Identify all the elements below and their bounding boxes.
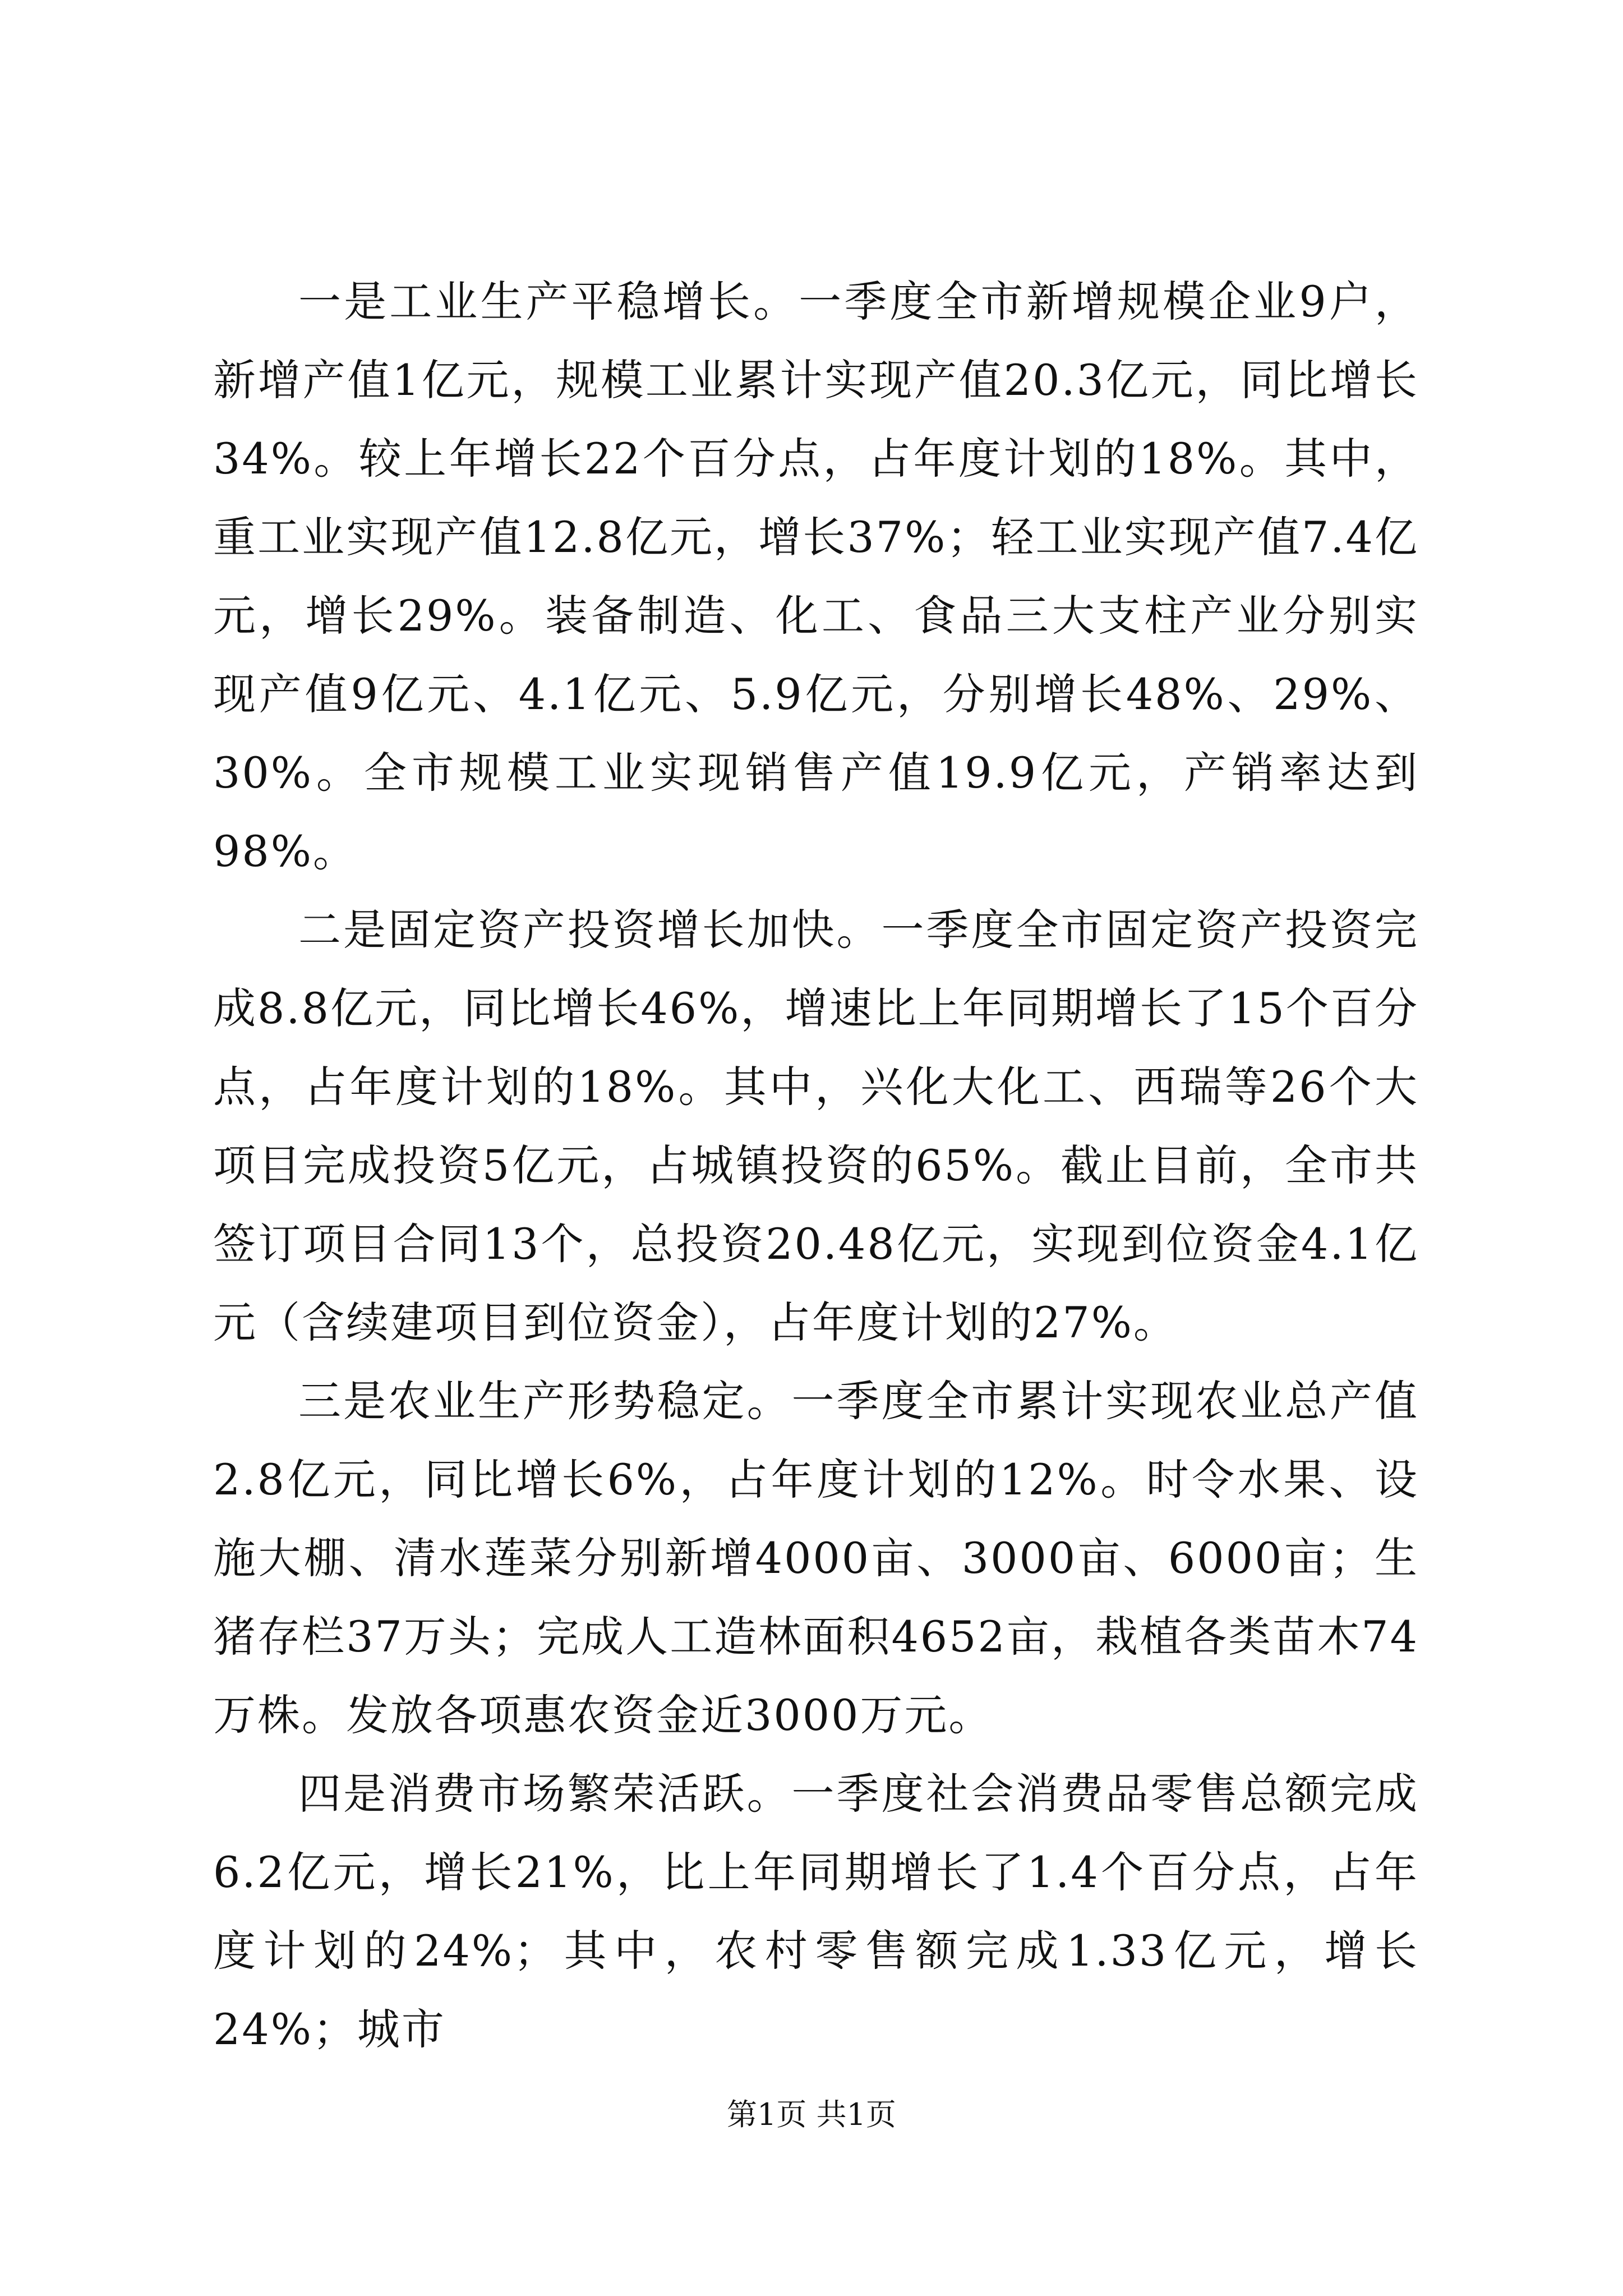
paragraph-industrial-production: 一是工业生产平稳增长。一季度全市新增规模企业9户，新增产值1亿元，规模工业累计实现产值20.3亿元，同比增长34%。较上年增长22个百分点，占年度计划的18%。其中，重工业实现产值12.8亿元，增长37%；轻工业实现产值7.4亿元，增长29%。装备制造、化工、食品三大支柱产业分别实现产值9亿元、4.1亿元、5.9亿元，分别增长48%、29%、30%。全市规模工业实现销售产值19.9亿元，产销率达到98%。 <box>213 277 1419 876</box>
paragraph-consumer-market: 四是消费市场繁荣活跃。一季度社会消费品零售总额完成6.2亿元，增长21%，比上年同期增长了1.4个百分点，占年度计划的24%；其中，农村零售额完成1.33亿元，增长24%；城市 <box>213 1769 1419 2054</box>
page-footer: 第1页 共1页 <box>727 2097 896 2132</box>
document-body <box>213 263 1419 2069</box>
paragraph-agricultural-production: 三是农业生产形势稳定。一季度全市累计实现农业总产值2.8亿元，同比增长6%，占年度计划的12%。时令水果、设施大棚、清水莲菜分别新增4000亩、3000亩、6000亩；生猪存栏37万头；完成人工造林面积4652亩，栽植各类苗木74万株。发放各项惠农资金近3000万元。 <box>213 1376 1419 1740</box>
paragraph-fixed-asset-investment: 二是固定资产投资增长加快。一季度全市固定资产投资完成8.8亿元，同比增长46%，增速比上年同期增长了15个百分点，占年度计划的18%。其中，兴化大化工、西瑞等26个大项目完成投资5亿元，占城镇投资的65%。截止目前，全市共签订项目合同13个，总投资20.48亿元，实现到位资金4.1亿元（含续建项目到位资金），占年度计划的27%。 <box>213 905 1419 1347</box>
